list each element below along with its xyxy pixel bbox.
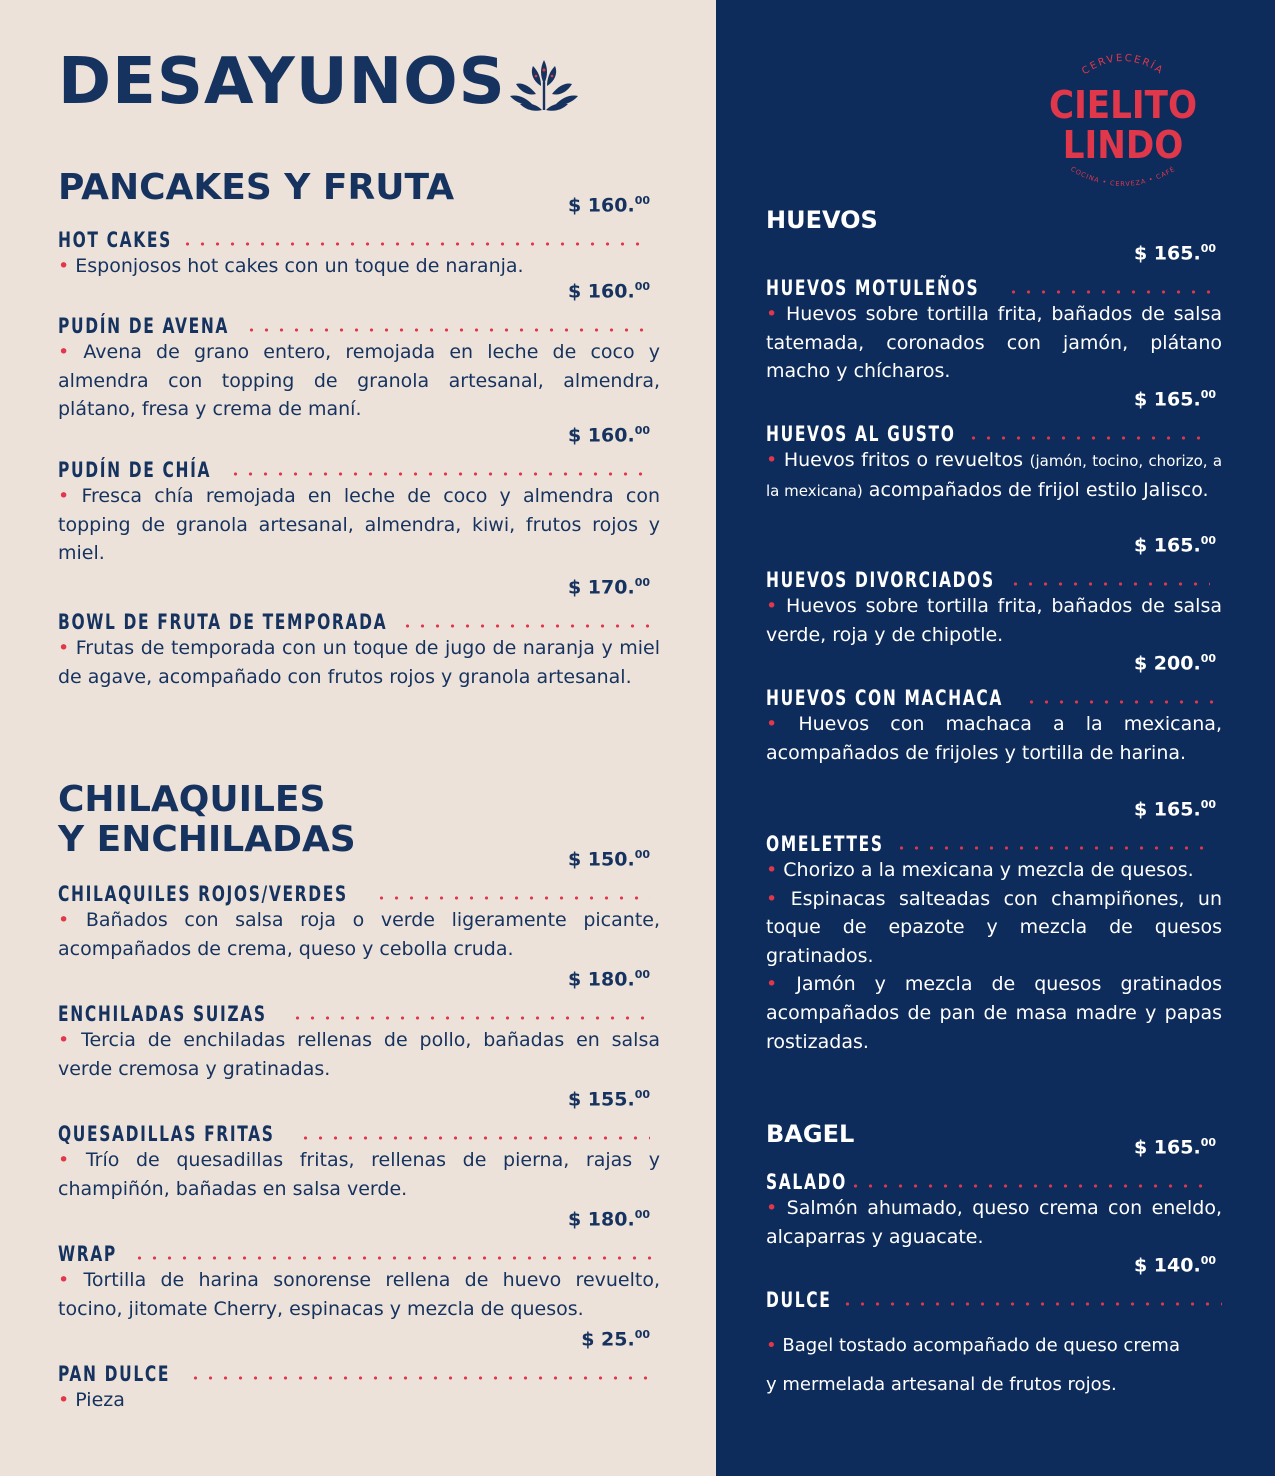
svg-text:LINDO: LINDO [1062, 123, 1184, 167]
item-description: • Salmón ahumado, queso crema con eneldo, alcaparras y aguacate. [766, 1197, 1222, 1248]
section-title-bagel: BAGEL [766, 1120, 855, 1148]
page-title: DESAYUNOS [58, 45, 506, 119]
item-name: ENCHILADAS SUIZAS [58, 1002, 267, 1026]
cielito-lindo-logo [1048, 42, 1198, 197]
item-name: WRAP [58, 1242, 117, 1266]
section-title-chilaquiles: CHILAQUILES Y ENCHILADAS [58, 779, 356, 860]
item-description: • Tercia de enchiladas rellenas de pollo, bañadas en salsa verde cremosa y gratinadas. [58, 1029, 660, 1080]
leader-dots [966, 436, 1206, 440]
leader-dots [1008, 582, 1210, 586]
leader-dots [244, 328, 650, 332]
item-name: BOWL DE FRUTA DE TEMPORADA [58, 610, 388, 634]
item-description: • Fresca chía remojada en leche de coco y almendra con topping de granola artesanal, almendra, kiwi, frutos rojos y miel. [58, 485, 660, 565]
item-description: • Frutas de temporada con un toque de jugo de naranja y miel de agave, acompañado con frutos rojos y granola artesanal. [58, 637, 660, 688]
item-description: • Huevos con machaca a la mexicana, acompañados de frijoles y tortilla de harina. [766, 713, 1222, 764]
item-description: • Huevos sobre tortilla frita, bañados de salsa tatemada, coronados con jamón, plátano macho y chícharos. [766, 303, 1222, 383]
menu-item-omelettes [766, 798, 1222, 1056]
menu-item-pudin-avena [58, 280, 660, 424]
omelette-option: • Jamón y mezcla de quesos gratinados acompañados de pan de masa madre y papas rostizadas. [766, 973, 1222, 1053]
svg-text:CIELITO: CIELITO [1048, 83, 1198, 127]
item-name: PUDÍN DE AVENA [58, 314, 230, 338]
item-description: • Bañados con salsa roja o verde ligeramente picante, acompañados de crema, queso y cebolla cruda. [58, 909, 660, 960]
item-price: $ 165.00 [1133, 388, 1216, 411]
svg-text:COCINA • CERVEZA • CAFÉ: COCINA • CERVEZA • CAFÉ [1069, 164, 1177, 189]
leader-dots [894, 846, 1210, 850]
item-name: PUDÍN DE CHÍA [58, 458, 212, 482]
item-price: $ 180.00 [567, 1208, 650, 1231]
item-name: QUESADILLAS FRITAS [58, 1122, 275, 1146]
item-name: OMELETTES [766, 832, 884, 856]
item-description: • Avena de grano entero, remojada en leche de coco y almendra con topping de granola artesanal, almendra, plátano, fresa y crema de maní. [58, 341, 660, 421]
menu-item-chilaquiles [58, 848, 660, 963]
leader-dots [374, 896, 650, 900]
leader-dots [132, 1256, 658, 1260]
item-name: PAN DULCE [58, 1362, 171, 1386]
item-price: $ 25.00 [581, 1328, 650, 1351]
menu-item-bowl-fruta [58, 576, 660, 691]
item-description: • Bagel tostado acompañado de queso crema y mermelada artesanal de frutos rojos. [766, 1335, 1180, 1395]
menu-item-enchiladas [58, 968, 660, 1083]
item-description: • Pieza [58, 1389, 125, 1411]
menu-item-pan-dulce [58, 1328, 660, 1415]
omelette-option: • Chorizo a la mexicana y mezcla de quesos. [766, 859, 1194, 881]
item-price: $ 200.00 [1133, 652, 1216, 675]
item-price: $ 165.00 [1133, 1136, 1216, 1159]
leader-dots [290, 1016, 650, 1020]
menu-item-bagel-dulce [766, 1254, 1222, 1404]
item-description: • Huevos sobre tortilla frita, bañados de salsa verde, roja y de chipotle. [766, 595, 1222, 646]
item-price: $ 160.00 [567, 280, 650, 303]
leader-dots [188, 1376, 650, 1380]
item-price: $ 160.00 [567, 194, 650, 217]
menu-item-wrap [58, 1208, 660, 1323]
item-price: $ 170.00 [567, 576, 650, 599]
item-price: $ 165.00 [1133, 242, 1216, 265]
leader-dots [298, 1136, 650, 1140]
leader-dots [400, 624, 650, 628]
wheat-icon [506, 58, 582, 112]
item-description: • Esponjosos hot cakes con un toque de naranja. [58, 255, 524, 277]
item-price: $ 155.00 [567, 1088, 650, 1111]
leader-dots [228, 472, 650, 476]
menu-item-quesadillas [58, 1088, 661, 1203]
leader-dots [840, 1302, 1222, 1306]
menu-item-bagel-salado [766, 1136, 1222, 1251]
item-price: $ 160.00 [567, 424, 650, 447]
item-description: • Trío de quesadillas fritas, rellenas de pierna, rajas y champiñón, bañadas en salsa verde. [58, 1149, 661, 1200]
menu-item-huevos-divorciados [766, 534, 1222, 649]
item-name: HOT CAKES [58, 228, 172, 252]
item-price: $ 165.00 [1133, 798, 1216, 821]
omelette-option: • Espinacas salteadas con champiñones, un toque de epazote y mezcla de quesos gratinados. [766, 887, 1222, 967]
item-price: $ 140.00 [1133, 1254, 1216, 1277]
section-title-pancakes: PANCAKES Y FRUTA [58, 167, 455, 208]
leader-dots [1024, 700, 1222, 704]
svg-text:CERVECERÍA: CERVECERÍA [1080, 52, 1166, 78]
item-name: DULCE [766, 1288, 832, 1312]
section-title-huevos: HUEVOS [766, 206, 878, 234]
item-name: HUEVOS DIVORCIADOS [766, 568, 995, 592]
menu-item-huevos-al-gusto [766, 388, 1223, 505]
item-name: SALADO [766, 1170, 847, 1194]
item-name: HUEVOS CON MACHACA [766, 686, 1004, 710]
leader-dots [848, 1184, 1210, 1188]
menu-item-huevos-machaca [766, 652, 1222, 767]
item-price: $ 165.00 [1133, 534, 1216, 557]
item-price: $ 180.00 [567, 968, 650, 991]
menu-item-hot-cakes [58, 194, 660, 281]
item-name: CHILAQUILES ROJOS/VERDES [58, 882, 348, 906]
menu-item-pudin-chia [58, 424, 660, 568]
item-name: HUEVOS MOTULEÑOS [766, 276, 980, 300]
menu-item-huevos-motulenos [766, 242, 1222, 386]
item-name: HUEVOS AL GUSTO [766, 422, 956, 446]
leader-dots [1006, 290, 1222, 294]
item-price: $ 150.00 [567, 848, 650, 871]
item-description: • Tortilla de harina sonorense rellena de huevo revuelto, tocino, jitomate Cherry, espinacas y mezcla de quesos. [58, 1269, 660, 1320]
item-description: • Huevos fritos o revueltos (jamón, tocino, chorizo, a la mexicana) acompañados de frijol estilo Jalisco. [766, 449, 1223, 501]
leader-dots [180, 242, 650, 246]
